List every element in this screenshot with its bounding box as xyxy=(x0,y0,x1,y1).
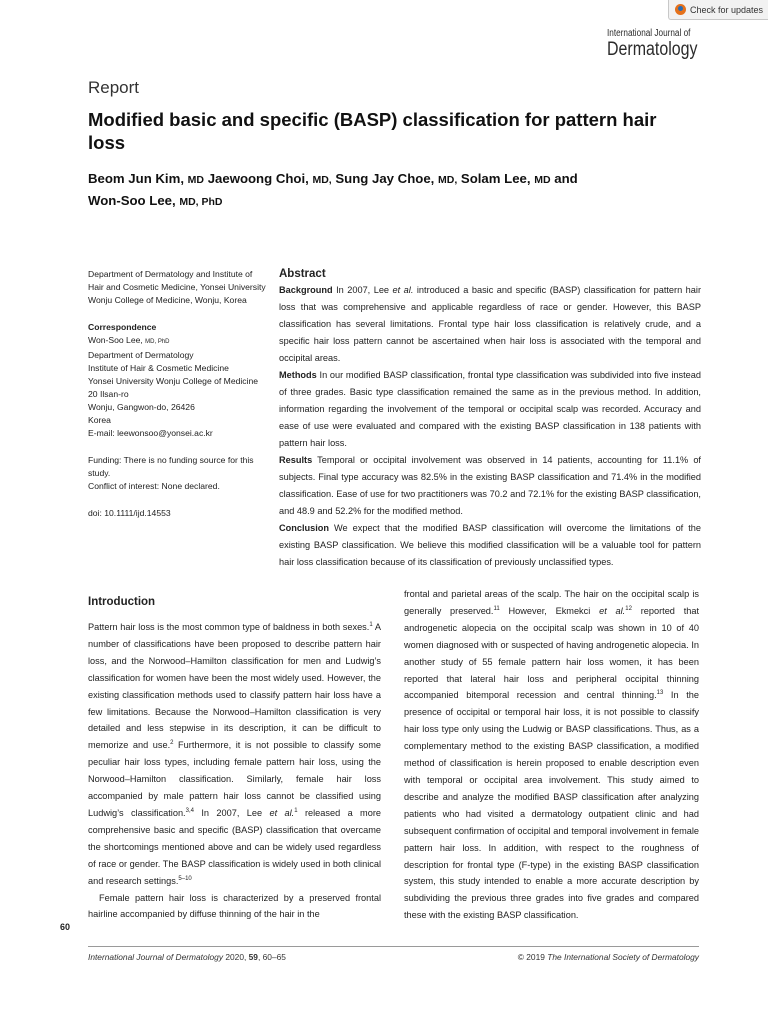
footer-volume: 59 xyxy=(248,952,258,962)
background-label: Background xyxy=(279,285,333,295)
body-paragraph: Female pattern hair loss is characterized by a preserved frontal hairline accompanied by diffuse thinning of the hair in the xyxy=(88,892,381,920)
body-text: Furthermore, it is not possible to classify some peculiar hair loss types, including female pattern hair loss, using the Norwood–Hamilton classification. Similarly, female hair loss accompanied by male pattern hair loss cannot be classified using Ludwig’s classification. xyxy=(88,740,381,818)
abstract-conclusion xyxy=(279,520,701,571)
correspondence-name xyxy=(88,334,268,349)
citation-ref: 11 xyxy=(493,605,500,612)
section-label: Report xyxy=(88,78,140,97)
correspondence-author: Won-Soo Lee, xyxy=(88,335,143,345)
author-degree: MD xyxy=(534,174,551,186)
footer-pages: , 60–65 xyxy=(257,952,286,962)
author-degree: MD xyxy=(187,174,205,186)
check-for-updates-button[interactable] xyxy=(668,0,768,20)
author-degree: MD, xyxy=(312,174,332,186)
body-text: In the presence of occipital or temporal hair loss, it is not possible to classify hair loss type only using the Ludwig or BASP classifications. Thus, as a complementary method to the existing BASP classification, a modified method of classification is herein proposed to enable description even with temporal or occipital area involvement. This study aimed to describe and analyze the modified BASP classification after analyzing patients who had visited a dermatology outpatient clinic and had subsequent confirmation of occipital and temporal involvement in female pattern hair loss. In addition, with respect to the roughness of description for frontal type (F-type) in the existing BASP classification system, this study intended to enable a more accurate description by subdividing the previous three grades into five grades and compared these with the existing BASP classification. xyxy=(404,690,699,921)
citation-ref: 12 xyxy=(625,605,632,612)
body-text: frontal and parietal areas of the scalp. The hair on the occipital scalp is generally preserved. xyxy=(404,589,699,616)
background-text: In 2007, Lee xyxy=(332,285,393,295)
doi: doi: 10.1111/ijd.14553 xyxy=(88,508,171,518)
body-text: Pattern hair loss is the most common type of baldness in both sexes. xyxy=(88,622,370,632)
footer-divider xyxy=(88,946,699,947)
citation-ref: 5–10 xyxy=(178,875,192,882)
methods-label: Methods xyxy=(279,370,317,380)
crossmark-icon xyxy=(675,4,686,15)
conclusion-label: Conclusion xyxy=(279,523,330,533)
et-al: et al. xyxy=(269,807,295,818)
journal-logo-line1: International Journal of xyxy=(607,28,691,39)
correspondence-line: Department of Dermatology xyxy=(88,350,194,360)
body-text: In 2007, Lee xyxy=(193,807,270,818)
results-label: Results xyxy=(279,455,313,465)
affiliation: Department of Dermatology and Institute of Hair and Cosmetic Medicine, Yonsei University Wonju College of Medicine, Wonju, Korea xyxy=(88,269,266,305)
methods-text: In our modified BASP classification, frontal type classification was subdivided into five instead of three grades. Basic type classification remained the same as in the previous method. In addition, information regarding the involvement of the temporal or occipital scalp was recorded. Accuracy and ease of use were evaluated and compared with the existing BASP classification in 138 patients with pattern hair loss. xyxy=(279,370,701,448)
article-title: Modified basic and specific (BASP) classification for pattern hair loss xyxy=(88,109,657,153)
citation-ref: 1 xyxy=(369,621,373,628)
body-column-right xyxy=(404,586,699,924)
footer-copyright xyxy=(495,952,699,962)
copyright-year: © 2019 xyxy=(517,952,548,962)
correspondence-line: Institute of Hair & Cosmetic Medicine xyxy=(88,363,229,373)
et-al: et al. xyxy=(599,605,626,616)
correspondence-heading: Correspondence xyxy=(88,322,157,332)
results-text: Temporal or occipital involvement was observed in 14 patients, accounting for 11.1% of subjects. Final type accuracy was 82.5% in the existing BASP classification and 71.4% in the modified classification. Ease of use for two practitioners was 70.2 and 72.1% for the existing BASP classification, and 48.9 and 52.2% for the modified method. xyxy=(279,455,701,516)
background-text: introduced a basic and specific (BASP) classification for pattern hair loss that was comprehensive and applicable regardless of race or gender. However, this BASP classification has several limitations. Frontal type hair loss classification is relatively crude, and a specific hair loss pattern cannot be ascertained when hair loss is associated with the temporal and occipital areas. xyxy=(279,285,702,363)
author-list xyxy=(88,169,688,212)
author-degree: MD, PhD xyxy=(179,195,223,208)
citation-ref: 13 xyxy=(656,690,664,697)
journal-logo xyxy=(607,28,699,59)
author-name: Jaewoong Choi, xyxy=(207,171,309,186)
body-text: However, Ekmekci xyxy=(499,605,600,616)
author-degree: MD, xyxy=(438,174,458,186)
correspondence-degree: MD, PhD xyxy=(145,339,170,345)
correspondence-block xyxy=(88,321,268,440)
article-info-sidebar xyxy=(88,268,268,520)
abstract xyxy=(279,266,701,571)
abstract-heading: Abstract xyxy=(279,268,326,280)
body-text: released a more comprehensive basic and specific (BASP) classification that overcame the shortcomings mentioned above and can be widely used regardless of race or gender. The BASP classification is widely used in both clinical and research settings. xyxy=(88,807,381,886)
author-name: Won-Soo Lee, xyxy=(88,192,176,208)
body-text: A number of classifications have been proposed to describe pattern hair loss, and the Norwood–Hamilton classification for men and Ludwig’s classification for women have been the most widely used. However, the existing classification methods used to classify pattern hair loss have a few limitations. Because the Norwood–Hamilton classification is very detailed and less stepwise in its description, it can be difficult to memorize and use. xyxy=(88,622,381,751)
abstract-methods xyxy=(279,367,701,452)
citation-ref: 2 xyxy=(170,740,174,747)
correspondence-line: Korea xyxy=(88,415,111,425)
author-conjunction: and xyxy=(554,171,578,186)
body-paragraph xyxy=(88,619,381,890)
page-number: 60 xyxy=(60,922,71,932)
correspondence-line: Wonju, Gangwon-do, 26426 xyxy=(88,402,195,412)
journal-logo-line2: Dermatology xyxy=(607,39,698,60)
funding-statement: Funding: There is no funding source for this study. xyxy=(88,455,254,478)
abstract-background xyxy=(279,282,701,367)
footer-year: 2020, xyxy=(223,952,249,962)
introduction-heading: Introduction xyxy=(88,596,156,608)
correspondence-line: Yonsei University Wonju College of Medicine xyxy=(88,376,259,386)
body-paragraph xyxy=(404,586,699,924)
conclusion-text: We expect that the modified BASP classification will overcome the limitations of the existing BASP classification. We believe this modified classification will be a valuable tool for pattern hair loss classification because of its classification of previously unclassified types. xyxy=(279,523,701,567)
check-for-updates-label: Check for updates xyxy=(690,4,764,15)
body-text: reported that androgenetic alopecia on the occipital scalp was shown in 10 of 40 women diagnosed with or suspected of having androgenetic alopecia. In another study of 55 female pattern hair loss women, it has been reported that lateral hair loss and peripheral occipital thinning accompanied bitemporal recession and central thinning. xyxy=(404,605,700,701)
abstract-results xyxy=(279,452,701,520)
conflict-statement: Conflict of interest: None declared. xyxy=(88,481,220,491)
copyright-society: The International Society of Dermatology xyxy=(547,952,699,962)
body-column-left xyxy=(88,594,381,923)
author-name: Solam Lee, xyxy=(460,171,531,186)
citation-ref: 3,4 xyxy=(185,807,194,814)
footer-citation xyxy=(88,952,286,962)
author-name: Beom Jun Kim, xyxy=(88,171,184,186)
author-name: Sung Jay Choe, xyxy=(335,171,435,186)
correspondence-line: 20 Ilsan-ro xyxy=(88,389,129,399)
funding-block xyxy=(88,454,268,493)
et-al: et al. xyxy=(392,285,414,295)
footer-journal: International Journal of Dermatology xyxy=(88,952,224,962)
citation-ref: 1 xyxy=(294,807,298,814)
correspondence-email: E-mail: leewonsoo@yonsei.ac.kr xyxy=(88,428,213,438)
